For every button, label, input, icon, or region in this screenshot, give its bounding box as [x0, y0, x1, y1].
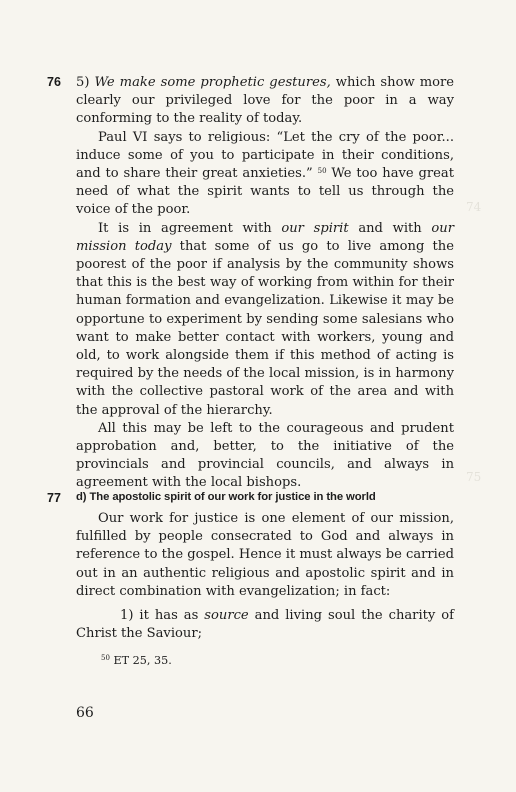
paragraph-number-77: 77: [47, 491, 61, 505]
show-through-mark: 75: [466, 470, 482, 484]
italic-phrase: We make some prophetic gestures,: [94, 75, 331, 90]
paragraph-our-spirit: It is in agreement with our spirit and with our mission today that some of us go to live among the poorest of the poor if analysis by the community shows that this is the best way of working from within for their human formation and evangelization. Likewise it may be opportune to experiment by sending some salesians who want to make better contact with workers, young and old, to work alongside them if this method of acting is required by the needs of the local mission, is in harmony with the collective pastoral work of the area and with the approval of the hierarchy.: [76, 220, 454, 418]
footnote-mark: 50: [101, 654, 110, 662]
show-through-mark: 74: [466, 200, 482, 214]
section-77-body: [76, 510, 454, 643]
section-76-body: [76, 74, 454, 493]
paragraph-prophetic-gestures: 5) We make some prophetic gestures, which show more clearly our privileged love for the poor in a way conforming to the reality of today.: [76, 75, 455, 127]
section-heading: d) The apostolic spirit of our work for justice in the world: [76, 491, 376, 503]
footnote: $^{50}$ ET 25, 35.: [101, 654, 172, 667]
italic-phrase: our mission today: [76, 220, 454, 254]
italic-phrase: our spirit: [281, 220, 349, 236]
paragraph-number-76: 76: [47, 75, 61, 89]
paragraph-provincials: All this may be left to the courageous and prudent approbation and, better, to the initiative of the provincials and provincial councils, and always in agreement with the local bishops.: [76, 420, 454, 491]
page-number: 66: [76, 705, 94, 721]
paragraph-work-for-justice: Our work for justice is one element of our mission, fulfilled by people consecrated to God and always in reference to the gospel. Hence it must always be carried out in an authentic religious and apostolic spirit and in direct combination with evangelization; in fact:: [76, 511, 454, 599]
italic-word: source: [204, 608, 249, 624]
paragraph-source: 1) it has as source and living soul the charity of Christ the Saviour;: [76, 608, 454, 642]
footnote-reference: 50: [317, 167, 327, 176]
paragraph-paul-vi: Paul VI says to religious: “Let the cry of the poor... induce some of you to participate in their conditions, and to share their great anxieties.” $^{50}$ We too have great need of what the spirit wants to tell us through the voice of the poor.: [76, 129, 454, 218]
